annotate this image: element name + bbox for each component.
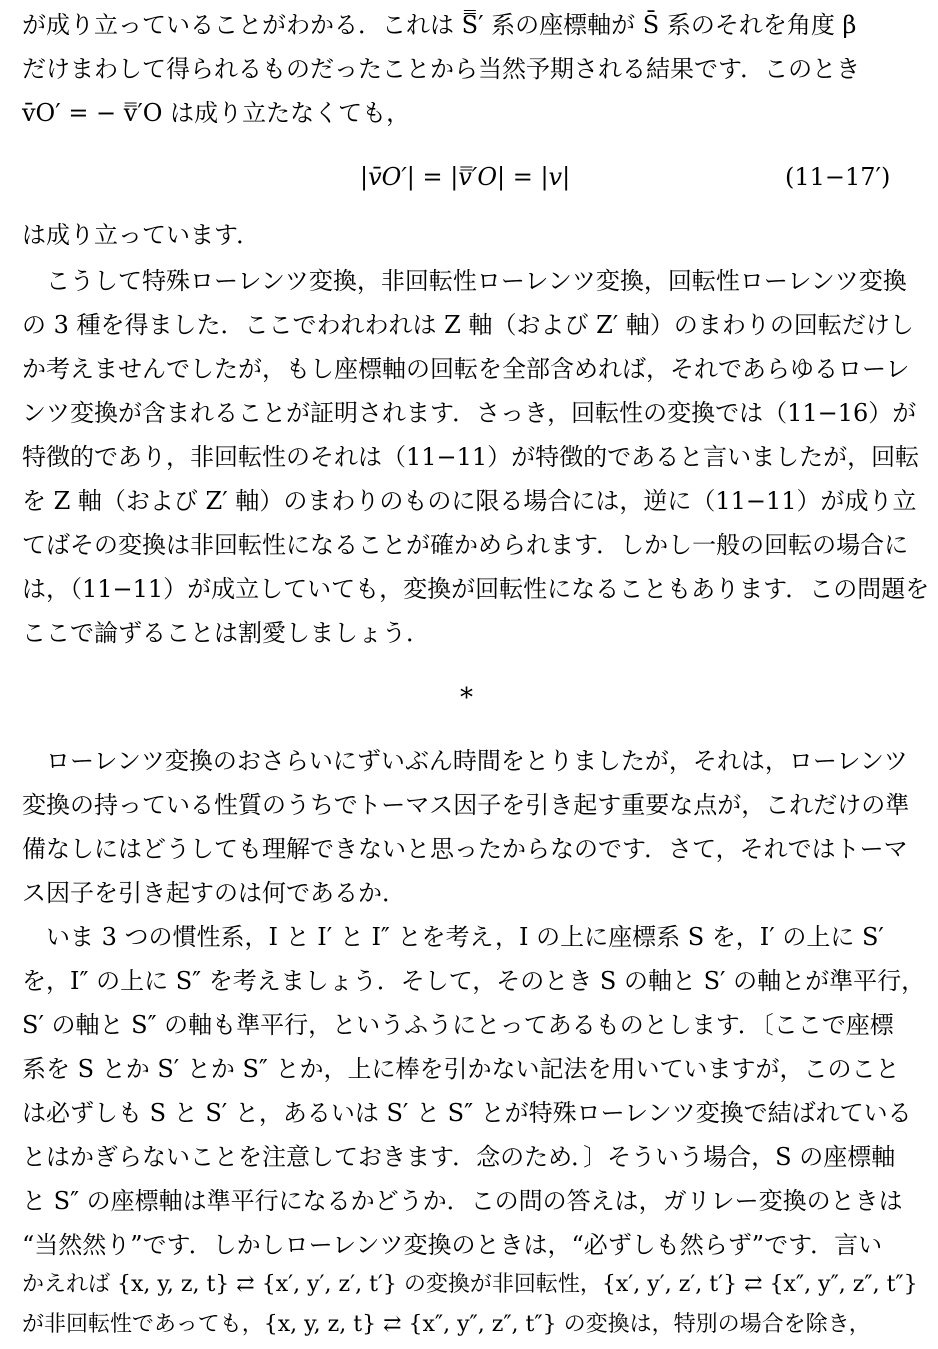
equation-number: (11−17′) [785,163,891,191]
text-line: とはかぎらないことを注意しておきます．念のため．〕そういう場合，S の座標軸 [22,1143,896,1171]
text-line: ローレンツ変換のおさらいにずいぶん時間をとりましたが，それは，ローレンツ [46,747,908,775]
text-line: てばその変換は非回転性になることが確かめられます．しかし一般の回転の場合に [22,531,909,559]
text-line: 特徴的であり，非回転性のそれは（11−11）が特徴的であると言いましたが，回転 [22,443,920,471]
text-line: ンツ変換が含まれることが証明されます．さっき，回転性の変換では（11−16）が [22,399,917,427]
text-line: 変換の持っている性質のうちでトーマス因子を引き起す重要な点が，これだけの準 [22,791,910,819]
text-line: か考えませんでしたが，もし座標軸の回転を全部含めれば，それであらゆるローレ [22,355,910,383]
display-equation [0,160,938,194]
text-line: は成り立っています． [22,221,261,249]
text-line: 備なしにはどうしても理解できないと思ったからなのです．さて，それではトーマ [22,835,908,863]
text-line: の 3 種を得ました．ここでわれわれは Z 軸（および Z′ 軸）のまわりの回転だけし [22,311,914,339]
text-line: かえれば {x, y, z, t} ⇄ {x′, y′, z′, t′} の変換が非回転性，{x′, y′, z′, t′} ⇄ {x″, y″, z″, t″} [22,1272,918,1297]
text-line: が非回転性であっても，{x, y, z, t} ⇄ {x″, y″, z″, t″} の変換は，特別の場合を除き， [22,1312,871,1337]
text-line: v̄O′ = − v̿′O は成り立たなくても， [22,99,411,127]
text-line: “当然然り”です．しかしローレンツ変換のときは，“必ずしも然らず”です．言い [22,1231,883,1259]
text-line: と S″ の座標軸は準平行になるかどうか．この問の答えは，ガリレー変換のときは [22,1187,903,1215]
text-line: いま 3 つの慣性系，I と I′ と I″ とを考え，I の上に座標系 S を，I′ の上に S′ [46,923,884,951]
text-line: こうして特殊ローレンツ変換，非回転性ローレンツ変換，回転性ローレンツ変換 [46,267,907,295]
text-line: ここで論ずることは割愛しましょう． [22,619,430,647]
text-line: だけまわして得られるものだったことから当然予期される結果です．このとき [22,55,861,83]
text-line: が成り立っていることがわかる．これは S̿′ 系の座標軸が S̄ 系のそれを角度 β [22,11,857,39]
section-separator: * [460,683,473,713]
text-line: S′ の軸と S″ の軸も準平行，というふうにとってあるものとします．〔ここで座標 [22,1011,894,1039]
text-line: を Z 軸（および Z′ 軸）のまわりのものに限る場合には，逆に（11−11）が成り立 [22,487,917,515]
text-line: を，I″ の上に S″ を考えましょう．そして，そのとき S の軸と S′ の軸とが準平行， [22,967,926,995]
equation-body: |v̄O′| = |v̿′O| = |v| [360,163,571,191]
text-line: は必ずしも S と S′ と，あるいは S′ と S″ とが特殊ローレンツ変換で結ばれている [22,1099,912,1127]
text-line: は，（11−11）が成立していても，変換が回転性になることもあります．この問題を [22,575,930,603]
text-line: 系を S とか S′ とか S″ とか，上に棒を引かない記法を用いていますが，このこと [22,1055,900,1083]
text-line: ス因子を引き起すのは何であるか． [22,879,406,907]
